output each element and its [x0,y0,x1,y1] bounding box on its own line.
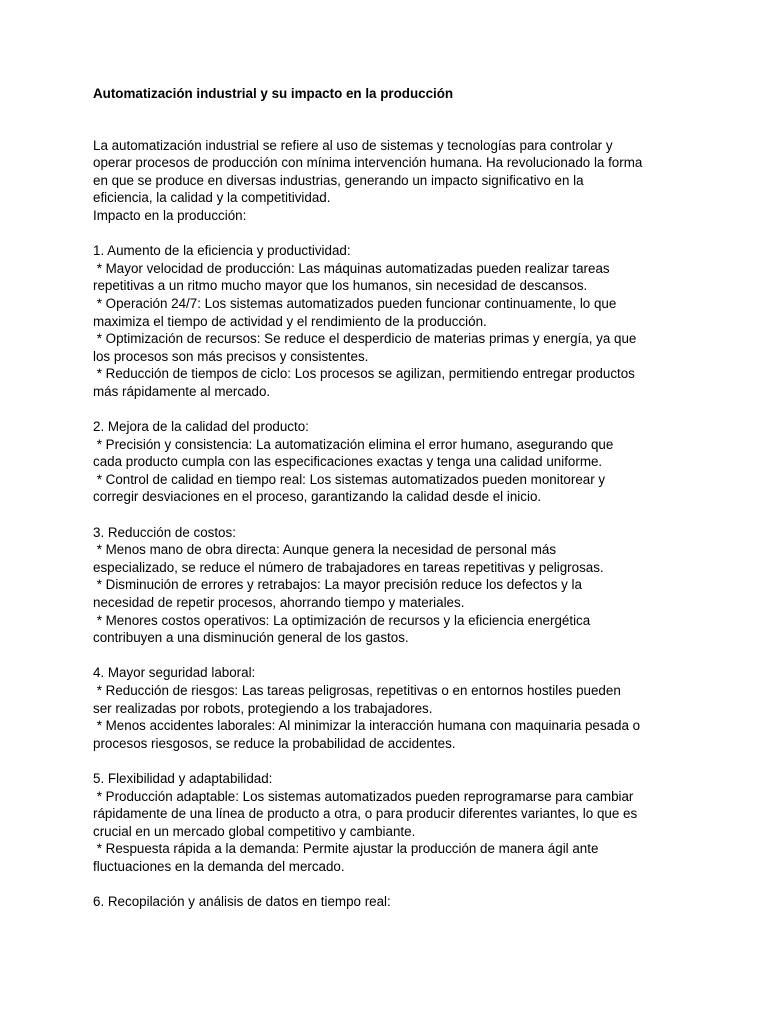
section-line: * Control de calidad en tiempo real: Los sistemas automatizados pueden monitorear y [93,471,606,487]
blank-line [93,752,693,770]
section-heading: 3. Reducción de costos: [93,524,236,540]
blank-line [93,506,693,524]
section-line: fluctuaciones en la demanda del mercado. [93,858,345,874]
intro-line: operar procesos de producción con mínima intervención humana. Ha revolucionado la forma [93,155,643,171]
section-line: necesidad de repetir procesos, ahorrando tiempo y materiales. [93,595,465,611]
section-line: los procesos son más precisos y consistentes. [93,348,369,364]
blank-line [93,876,693,894]
document-page [93,85,693,911]
section-line: * Producción adaptable: Los sistemas automatizados pueden reprogramarse para cambiar [93,788,634,804]
section-line: procesos riesgosos, se reduce la probabilidad de accidentes. [93,735,456,751]
section-line: * Mayor velocidad de producción: Las máquinas automatizadas pueden realizar tareas [93,260,610,276]
section-line: maximiza el tiempo de actividad y el rendimiento de la producción. [93,313,487,329]
blank-line [93,225,693,243]
section-line: cada producto cumpla con las especificaciones exactas y tenga una calidad uniforme. [93,454,603,470]
intro-line: eficiencia, la calidad y la competitividad. [93,190,331,206]
section-line: * Menores costos operativos: La optimización de recursos y la eficiencia energética [93,612,591,628]
section-line: * Disminución de errores y retrabajos: La mayor precisión reduce los defectos y la [93,577,582,593]
section-line: ser realizadas por robots, protegiendo a los trabajadores. [93,700,433,716]
intro-line: Impacto en la producción: [93,207,247,223]
section-line: corregir desviaciones en el proceso, garantizando la calidad desde el inicio. [93,489,542,505]
spacer [93,103,693,137]
section-line: * Respuesta rápida a la demanda: Permite ajustar la producción de manera ágil ante [93,841,599,857]
section-line: contribuyen a una disminución general de los gastos. [93,630,409,646]
section-heading: 5. Flexibilidad y adaptabilidad: [93,770,273,786]
section-line: repetitivas a un ritmo mucho mayor que los humanos, sin necesidad de descansos. [93,278,588,294]
section-line: * Precisión y consistencia: La automatización elimina el error humano, asegurando que [93,436,614,452]
section-line: * Reducción de tiempos de ciclo: Los procesos se agilizan, permitiendo entregar productos [93,366,635,382]
section-line: * Menos mano de obra directa: Aunque genera la necesidad de personal más [93,542,557,558]
section-line: * Operación 24/7: Los sistemas automatizados pueden funcionar continuamente, lo que [93,295,617,311]
section-line: crucial en un mercado global competitivo y cambiante. [93,823,416,839]
section-heading: 2. Mejora de la calidad del producto: [93,419,309,435]
section-heading: 1. Aumento de la eficiencia y productividad: [93,243,351,259]
blank-line [93,401,693,419]
section-heading: 4. Mayor seguridad laboral: [93,665,256,681]
intro-line: La automatización industrial se refiere al uso de sistemas y tecnologías para controlar y [93,137,613,153]
section-line: más rápidamente al mercado. [93,383,271,399]
section-line: * Reducción de riesgos: Las tareas peligrosas, repetitivas o en entornos hostiles pueden [93,683,621,698]
blank-line [93,647,693,665]
section-heading: 6. Recopilación y análisis de datos en tiempo real: [93,894,391,910]
document-body [93,137,693,911]
section-line: * Menos accidentes laborales: Al minimizar la interacción humana con maquinaria pesada o [93,718,641,734]
document-title: Automatización industrial y su impacto en la producción [93,86,454,101]
section-line: especializado, se reduce el número de trabajadores en tareas repetitivas y peligrosas. [93,559,604,575]
intro-line: en que se produce en diversas industrias, generando un impacto significativo en la [93,172,584,188]
section-line: * Optimización de recursos: Se reduce el desperdicio de materias primas y energía, ya que [93,331,637,347]
section-line: rápidamente de una línea de producto a otra, o para producir diferentes variantes, lo que es [93,806,638,822]
